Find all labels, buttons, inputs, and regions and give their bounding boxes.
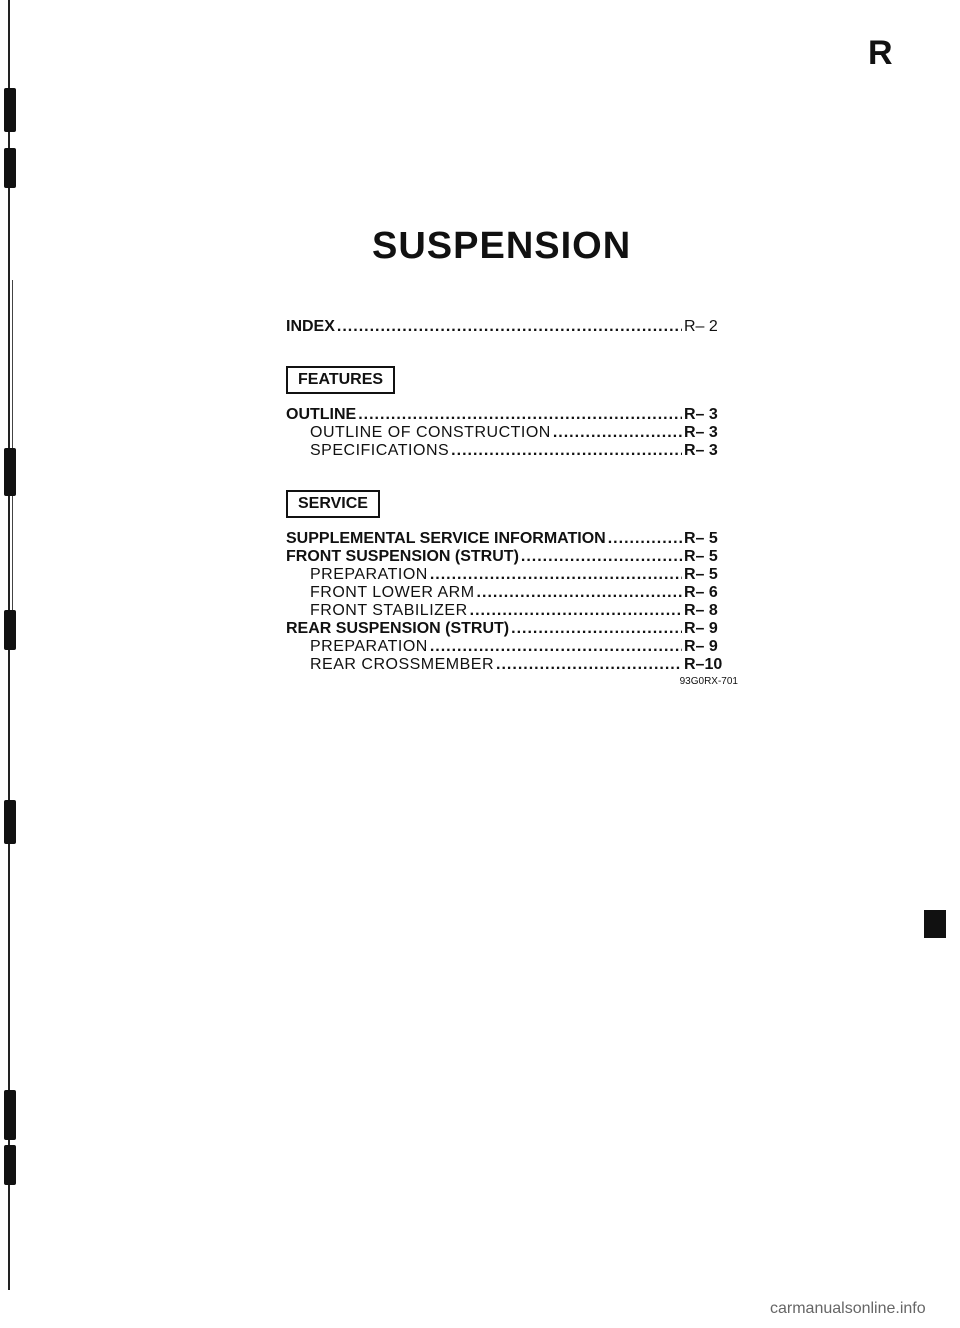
toc-entry-page: R– 3 [684,406,718,423]
toc-entry-page: R– 5 [684,530,718,547]
binding-hole [4,610,16,650]
binding-hole [4,88,16,132]
toc-leader-dots [337,318,682,336]
toc-entry-label: OUTLINE OF CONSTRUCTION [310,424,551,441]
toc-entry-rear-preparation[interactable] [286,638,740,656]
toc-entry-label: REAR CROSSMEMBER [310,656,495,673]
toc-leader-dots [511,620,682,638]
toc-entry-page: R– 2 [684,318,718,335]
toc-entry-supplemental-service-information[interactable] [286,530,740,548]
toc-entry-front-stabilizer[interactable] [286,602,740,620]
toc-entry-page: R– 3 [684,424,718,441]
toc-entry-page: R– 3 [684,442,718,459]
toc-entry-rear-crossmember[interactable] [286,656,740,674]
toc-entry-front-suspension[interactable] [286,548,740,566]
toc-entry-rear-suspension[interactable] [286,620,740,638]
features-heading: FEATURES [286,366,395,394]
service-heading: SERVICE [286,490,380,518]
binding-hole [4,1090,16,1140]
service-heading-box [286,490,740,518]
toc-entry-page: R– 5 [684,548,718,565]
toc-entry-label: FRONT SUSPENSION (STRUT) [286,548,519,565]
page-title: SUSPENSION [372,225,632,267]
toc-entry-label: OUTLINE [286,406,357,423]
toc-entry-page: R– 5 [684,566,718,583]
binding-hole [4,1145,16,1185]
toc-entry-page: R– 6 [684,584,718,601]
features-heading-box [286,366,740,394]
toc-entry-outline-of-construction[interactable] [286,424,740,442]
toc-entry-label: INDEX [286,318,335,335]
toc-entry-outline[interactable] [286,406,740,424]
toc-entry-page: R– 8 [684,602,718,619]
section-tab-marker [924,910,946,938]
toc-leader-dots [477,584,682,602]
binding-hole [4,148,16,188]
toc-entry-front-preparation[interactable] [286,566,740,584]
toc-entry-specifications[interactable] [286,442,740,460]
toc-leader-dots [553,424,682,442]
document-code: 93G0RX-701 [679,676,738,687]
toc-entry-label: FRONT STABILIZER [310,602,468,619]
toc-leader-dots [430,638,682,656]
toc-entry-label: SPECIFICATIONS [310,442,450,459]
toc-leader-dots [358,406,682,424]
watermark: carmanualsonline.info [770,1300,926,1317]
toc-entry-index[interactable] [286,318,740,336]
toc-entry-page: R– 9 [684,620,718,637]
toc-leader-dots [451,442,682,460]
toc-leader-dots [430,566,682,584]
toc-entry-front-lower-arm[interactable] [286,584,740,602]
toc-entry-label: FRONT LOWER ARM [310,584,475,601]
table-of-contents [286,318,740,687]
toc-entry-label: SUPPLEMENTAL SERVICE INFORMATION [286,530,606,547]
toc-entry-label: REAR SUSPENSION (STRUT) [286,620,510,637]
binding-hole [4,448,16,496]
section-letter: R [868,34,893,72]
toc-leader-dots [470,602,682,620]
toc-entry-label: PREPARATION [310,638,428,655]
toc-entry-label: PREPARATION [310,566,428,583]
toc-entry-page: R– 9 [684,638,718,655]
binding-hole [4,800,16,844]
toc-leader-dots [608,530,682,548]
toc-leader-dots [521,548,682,566]
toc-entry-page: R–10 [684,656,723,673]
toc-leader-dots [496,656,682,674]
